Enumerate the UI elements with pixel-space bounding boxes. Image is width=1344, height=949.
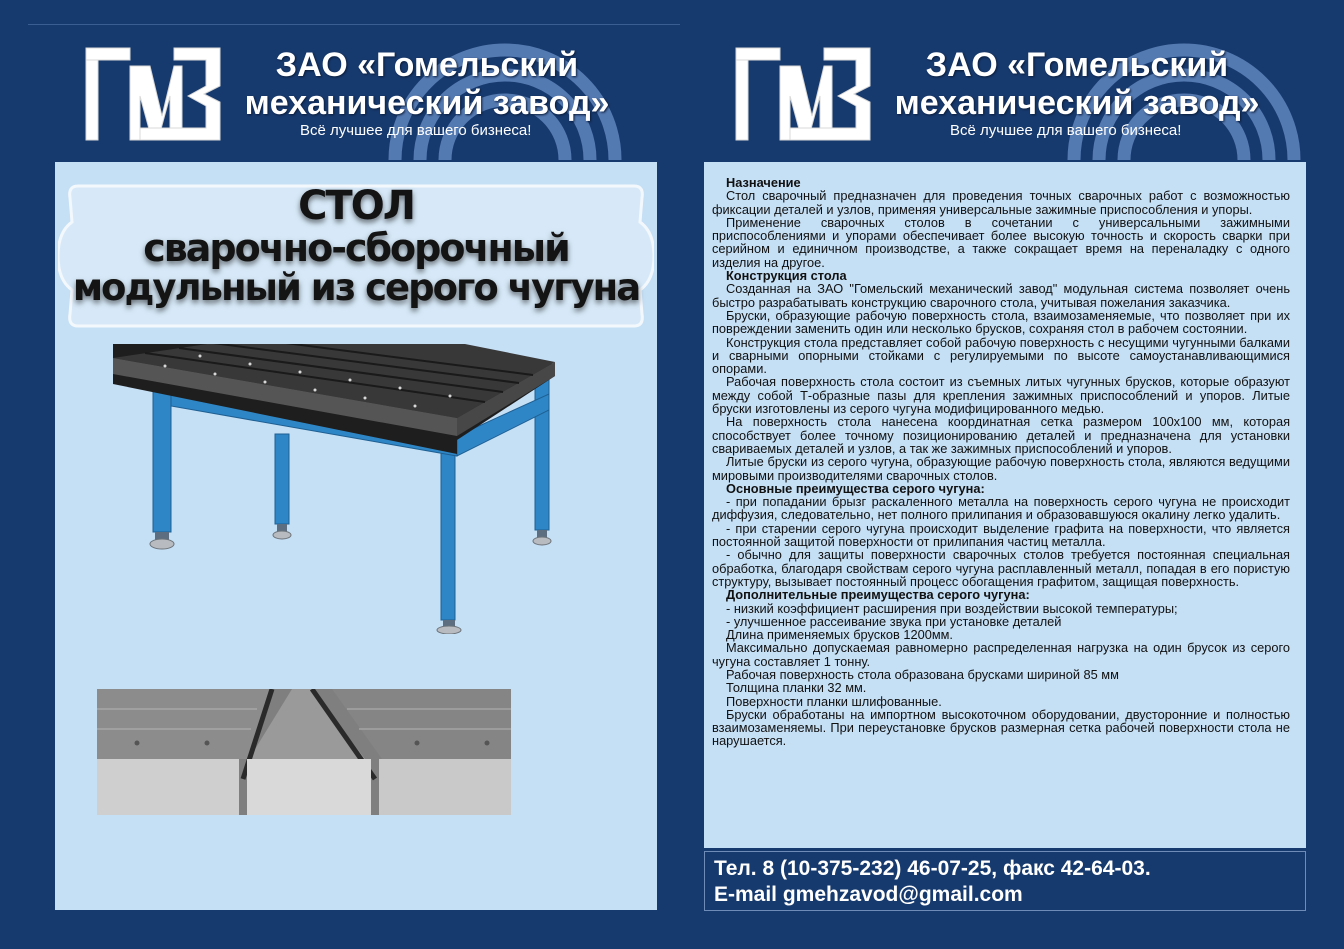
paragraph: Литые бруски из серого чугуна, образующие рабочую поверхность стола, являются ведущими мировыми производителями сварочных столов. (712, 454, 1290, 483)
paragraph: Бруски обработаны на импортном высокоточном оборудовании, двусторонние и полностью взаимозаменяемы. При переустановке брусков размерная сетка рабочей поверхности стола не нарушается. (712, 706, 1290, 749)
section-heading: Конструкция стола (726, 268, 847, 284)
contact-phone: Тел. 8 (10-375-232) 46-07-25, факс 42-64-03. (714, 857, 1151, 880)
gmz-logo-icon (734, 46, 874, 142)
paragraph: Поверхности планки шлифованные. (726, 693, 942, 709)
slogan: Всё лучшее для вашего бизнеса! (300, 122, 532, 139)
paragraph: Конструкция стола представляет собой рабочую поверхность с несущими чугунными балками и сварными опорными стойками с регулируемыми по высоте самоустанавливающимися опорами. (712, 334, 1290, 377)
section-heading: Основные преимущества серого чугуна: (726, 480, 985, 496)
surface-closeup-photo (97, 689, 511, 815)
left-header (0, 30, 680, 160)
paragraph: Толщина планки 32 мм. (726, 680, 867, 696)
right-header (680, 30, 1344, 160)
right-content-panel (704, 162, 1306, 848)
paragraph: Рабочая поверхность стола состоит из съемных литых чугунных брусков, которые образуют между собой Т-образные пазы для крепления зажимных приспособлений и упоров. Литые бруски изготовлены из серого чугуна модифицированного медью. (712, 374, 1290, 417)
top-divider (28, 24, 680, 25)
company-name (882, 46, 1272, 122)
paragraph: На поверхность стола нанесена координатная сетка размером 100х100 мм, которая способствует более точному позиционированию деталей и предназначена для установки свариваемых деталей и узлов, а так же зажимных приспособлений и упоров. (712, 414, 1290, 456)
description-text (712, 176, 1290, 748)
welding-table-photo (105, 344, 605, 634)
right-page (680, 0, 1344, 949)
paragraph: - низкий коэффициент расширения при воздействии высокой температуры; (726, 600, 1178, 616)
section-heading: Дополнительные преимущества серого чугуна: (726, 587, 1030, 603)
title-line2: сварочно-сборочный (143, 226, 569, 270)
company-line2: механический завод» (244, 84, 610, 122)
paragraph: Созданная на ЗАО "Гомельский механический завод" модульная система позволяет очень быстро разрабатывать конструкцию сварочного стола, учитывая пожелания заказчика. (712, 281, 1290, 310)
company-line2: механический завод» (894, 84, 1260, 122)
company-name (232, 46, 622, 122)
paragraph: - обычно для защиты поверхности сварочных столов требуется постоянная специальная обработка, благодаря свойствам серого чугуна расплавленный металл, попадая в его пористую структуру, вызывает постоянный процесс обогащения графитом, защищая поверхность. (712, 547, 1290, 589)
paragraph: Бруски, образующие рабочую поверхность стола, взаимозаменяемые, что позволяет при их повреждении заменить один или несколько брусков, сохраняя стол в рабочем состоянии. (712, 307, 1290, 337)
slogan: Всё лучшее для вашего бизнеса! (950, 122, 1182, 139)
left-content-panel (55, 162, 657, 910)
paragraph: Максимально допускаемая равномерно распределенная нагрузка на один брусок из серого чугуна составляет 1 тонну. (712, 640, 1290, 669)
paragraph: Рабочая поверхность стола образована брусками шириной 85 мм (726, 666, 1119, 682)
contacts-box (704, 851, 1306, 911)
paragraph: Применение сварочных столов в сочетании с универсальными зажимными приспособлениями и упорами обеспечивает более высокую точность и скорость сварки при серийном и единичном производстве, а также сокращает время на переналадку с одного изделия на другое. (712, 214, 1290, 270)
paragraph: Стол сварочный предназначен для проведения точных сварочных работ с возможностью фиксации деталей и узлов, применяя универсальные зажимные приспособления и упоры. (712, 188, 1290, 217)
contact-email[interactable]: E-mail gmehzavod@gmail.com (714, 883, 1023, 906)
company-line1: ЗАО «Гомельский (925, 46, 1229, 84)
gmz-logo-icon (84, 46, 224, 142)
paragraph: - улучшенное рассеивание звука при установке деталей (726, 613, 1062, 629)
paragraph: - при старении серого чугуна происходит выделение графита на поверхности, что является постоянной защитой поверхности от прилипания частиц металла. (712, 520, 1290, 550)
title-line1: СТОЛ (298, 183, 414, 229)
section-heading: Назначение (726, 175, 801, 190)
company-line1: ЗАО «Гомельский (275, 46, 579, 84)
title-line3: модульный из серого чугуна (72, 266, 640, 309)
paragraph: Длина применяемых брусков 1200мм. (726, 627, 953, 643)
paragraph: - при попадании брызг раскаленного металла на поверхность серого чугуна не происходит диффузия, следовательно, нет полного прилипания и образовавшуюся окалину легко удалить. (712, 494, 1290, 523)
product-title (55, 184, 657, 308)
